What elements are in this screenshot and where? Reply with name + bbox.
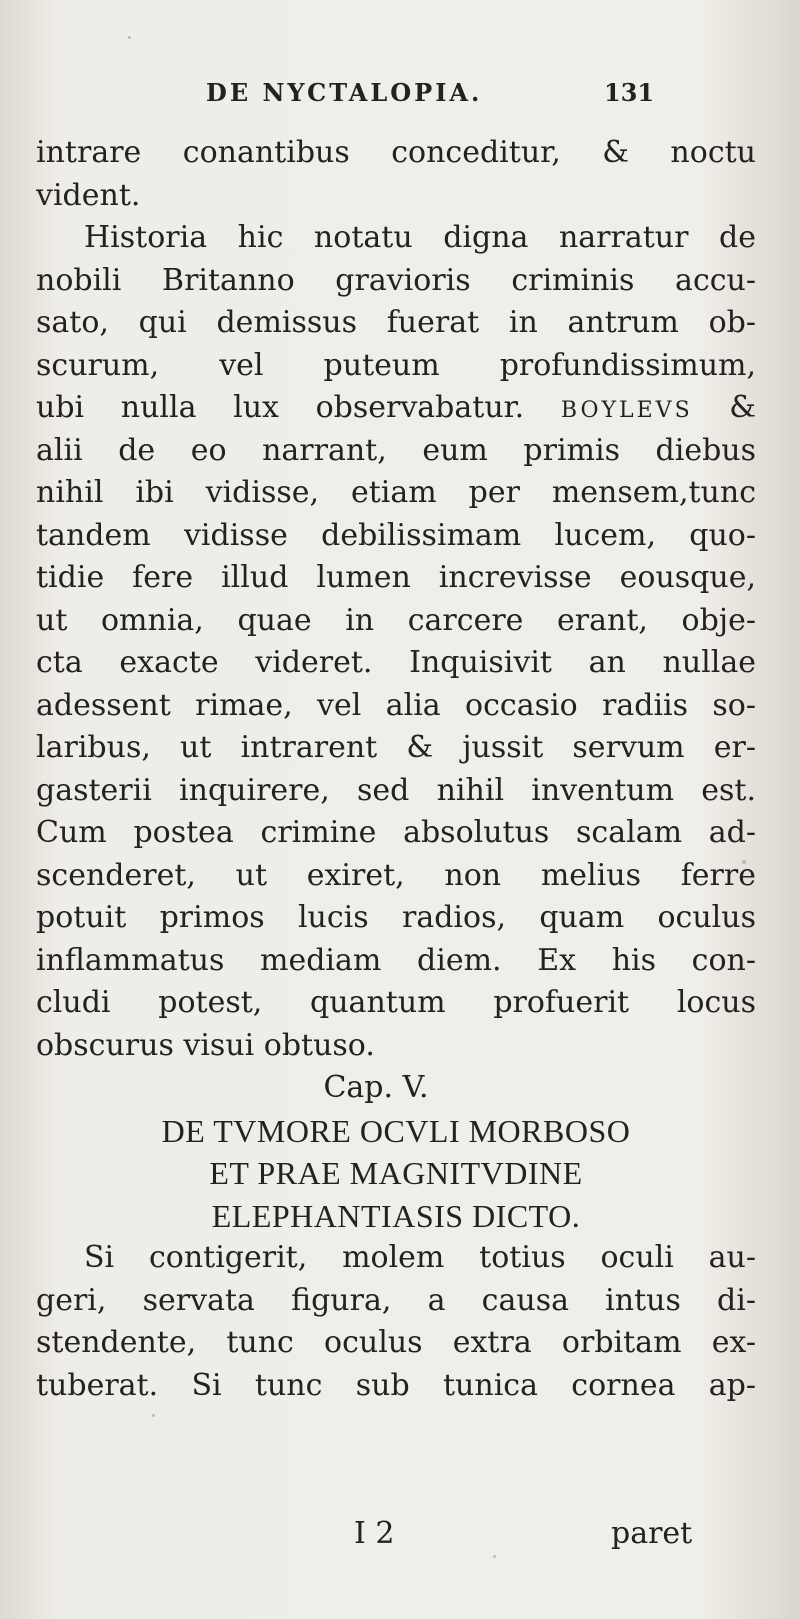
- text-segment: &: [729, 390, 756, 425]
- text-line: Historia hic notatu digna narratur de: [84, 220, 756, 255]
- chapter-title-line: DE TVMORE OCVLI MORBOSO: [161, 1112, 631, 1149]
- text-line: stendente, tunc oculus extra orbitam ex-: [36, 1325, 756, 1360]
- text-line: vident.: [36, 177, 141, 213]
- text-line: ut omnia, quae in carcere erant, obje-: [36, 602, 756, 638]
- text-line: cta exacte videret. Inquisivit an nullae: [36, 645, 756, 680]
- text-line: laribus, ut intrarent & jussit servum er-: [36, 730, 756, 765]
- text-line: intrare conantibus conceditur, & noctu: [36, 135, 756, 170]
- text-line: sato, qui demissus fuerat in antrum ob-: [36, 305, 756, 340]
- text-line: scurum, vel puteum profundissimum,: [36, 347, 756, 383]
- page-footer: [36, 1513, 756, 1555]
- text-line: tandem vidisse debilissimam lucem, quo-: [36, 517, 756, 553]
- text-line: adessent rimae, vel alia occasio radiis so-: [36, 687, 756, 723]
- paper-speck: [493, 1555, 496, 1558]
- chapter-title-line: ET PRAE MAGNITVDINE: [209, 1155, 583, 1191]
- text-line: geri, servata figura, a causa intus di-: [36, 1282, 756, 1318]
- text-line: potuit primos lucis radios, quam oculus: [36, 900, 756, 935]
- body-text: [36, 132, 756, 1407]
- chapter-title-line: ELEPHANTIASIS DICTO.: [211, 1197, 581, 1234]
- text-line: tuberat. Si tunc sub tunica cornea ap-: [36, 1367, 756, 1403]
- chapter-number: Cap. V.: [323, 1070, 429, 1105]
- catchword: paret: [611, 1516, 693, 1551]
- text-line: cludi potest, quantum profuerit locus: [36, 985, 756, 1020]
- text-line: alii de eo narrant, eum primis diebus: [36, 432, 756, 468]
- text-line: Si contigerit, molem totius oculi au-: [84, 1240, 756, 1275]
- text-line: nihil ibi vidisse, etiam per mensem,tunc: [36, 475, 756, 510]
- text-line: obscurus visui obtuso.: [36, 1027, 375, 1063]
- text-line-boyle: [36, 387, 756, 430]
- paper-speck: [128, 36, 131, 39]
- text-line: Cum postea crimine absolutus scalam ad-: [36, 815, 756, 850]
- text-line: nobili Britanno gravioris criminis accu-: [36, 262, 756, 298]
- page-number: 131: [604, 78, 655, 107]
- running-title: DE NYCTALOPIA.: [206, 78, 483, 107]
- text-line: inflammatus mediam diem. Ex his con-: [36, 942, 756, 978]
- signature-mark: I 2: [354, 1516, 395, 1551]
- text-line: tidie fere illud lumen increvisse eousque,: [36, 560, 756, 595]
- author-name-boyle: BOYLEVS: [560, 398, 693, 423]
- text-line: scenderet, ut exiret, non melius ferre: [36, 857, 756, 893]
- paper-speck: [152, 1414, 155, 1417]
- text-segment: ubi nulla lux observabatur.: [36, 390, 525, 425]
- text-line: gasterii inquirere, sed nihil inventum est.: [36, 772, 756, 808]
